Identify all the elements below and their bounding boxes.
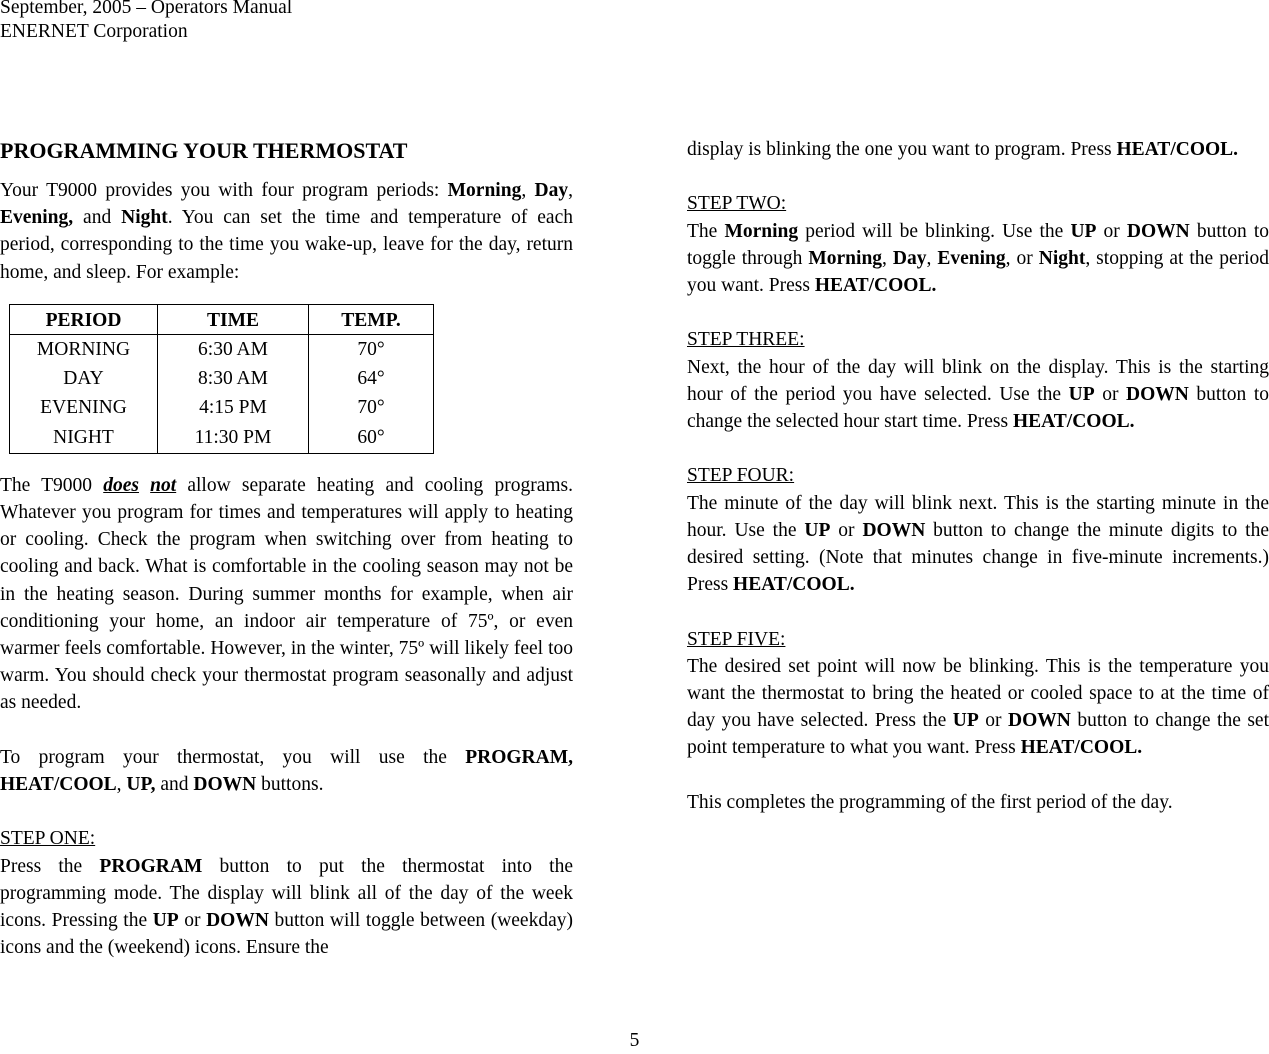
intro-paragraph: Your T9000 provides you with four program periods: Morning, Day, Evening, and Night. You can set the time and temperature of each period, corresponding to the time you wake-up, leave for the day, return home, and sleep. For example: (0, 180, 573, 283)
cell-temp: 70° (309, 393, 434, 422)
table-row (10, 364, 434, 393)
separate-programs-paragraph: The T9000 does not allow separate heating and cooling programs. Whatever you program for times and temperatures will apply to heating or cooling. Check the program when switching over from heating to cooling and back. What is comfortable in the cooling season may not be in the heating season. During summer months for example, when air conditioning your home, an indoor air temperature of 75º, or even warmer feels comfortable. However, in the winter, 75º will likely feel too warm. You should check your thermostat program seasonally and adjust as needed. (0, 474, 573, 714)
table-row (10, 423, 434, 454)
step-two-text: The Morning period will be blinking. Use the UP or DOWN button to toggle through Morning, Day, Evening, or Night, stopping at the period you want. Press HEAT/COOL. (687, 220, 1269, 296)
left-column (0, 136, 573, 961)
cell-temp: 60° (309, 423, 434, 454)
cell-temp: 64° (309, 364, 434, 393)
cell-time: 8:30 AM (158, 364, 309, 393)
section-title: PROGRAMMING YOUR THERMOSTAT (0, 138, 408, 163)
table-row (10, 393, 434, 422)
column-header-period: PERIOD (10, 304, 158, 334)
page-header (0, 0, 292, 44)
header-date-title: September, 2005 – Operators Manual (0, 0, 293, 18)
step-two-label: STEP TWO: (687, 193, 787, 215)
step-four-label: STEP FOUR: (687, 465, 795, 487)
cell-period: DAY (63, 368, 104, 390)
closing-text: This completes the programming of the first period of the day. (687, 791, 1173, 813)
column-header-temp: TEMP. (309, 304, 434, 334)
table-header-row (10, 304, 434, 334)
step-four-text: The minute of the day will blink next. This is the starting minute in the hour. Use the UP or DOWN button to change the minute digits to the desired setting. (Note that minutes change in five-minute increments.) Press HEAT/COOL. (687, 492, 1269, 596)
program-periods-table (9, 304, 434, 454)
step-one-continuation: display is blinking the one you want to program. Press HEAT/COOL. (687, 139, 1239, 160)
cell-time: 11:30 PM (158, 423, 309, 454)
buttons-paragraph: To program your thermostat, you will use the PROGRAM, HEAT/COOL, UP, and DOWN buttons. (0, 746, 573, 796)
header-company: ENERNET Corporation (0, 21, 188, 42)
cell-period: NIGHT (53, 426, 114, 448)
cell-period: MORNING (36, 339, 131, 361)
cell-time: 4:15 PM (158, 393, 309, 422)
step-three-label: STEP THREE: (687, 329, 805, 351)
cell-temp: 70° (309, 335, 434, 365)
step-five-label: STEP FIVE: (687, 628, 786, 650)
table-row (10, 335, 434, 365)
step-three-text: Next, the hour of the day will blink on the display. This is the starting hour of the period you have selected. Use the UP or DOWN button to change the selected hour start time. Press HEAT/COOL. (687, 356, 1269, 432)
right-column (687, 136, 1269, 816)
step-one-label: STEP ONE: (0, 828, 96, 850)
page-number: 5 (629, 1030, 640, 1051)
step-five-text: The desired set point will now be blinking. This is the temperature you want the thermostat to bring the heated or cooled space to at the time of day you have selected. Press the UP or DOWN button to change the set point temperature to what you want. Press HEAT/COOL. (687, 655, 1269, 759)
cell-time: 6:30 AM (158, 335, 309, 365)
step-one-text: Press the PROGRAM button to put the thermostat into the programming mode. The display will blink all of the day of the week icons. Pressing the UP or DOWN button will toggle between (weekday) icons and the (weekend) icons. Ensure the (0, 855, 574, 959)
column-header-time: TIME (158, 304, 309, 334)
cell-period: EVENING (40, 397, 127, 419)
